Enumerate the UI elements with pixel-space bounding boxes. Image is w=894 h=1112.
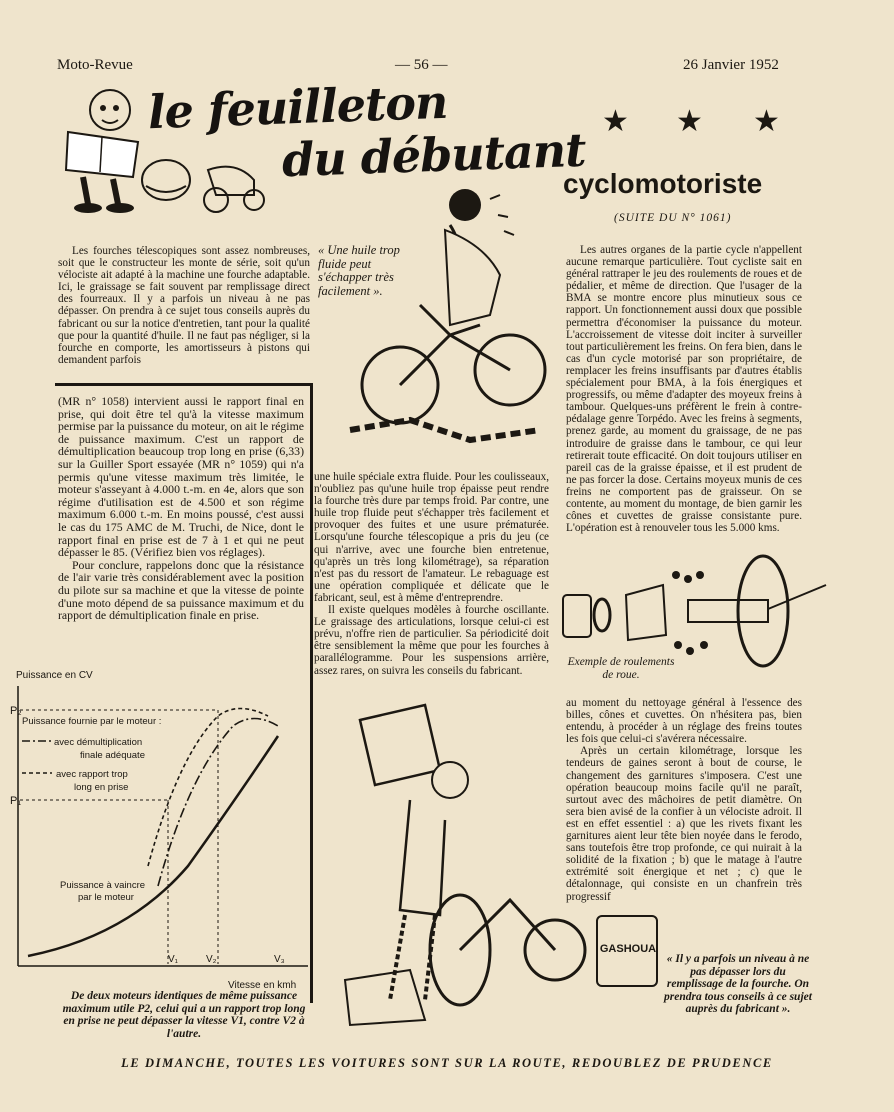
- power-speed-graph: [8, 666, 308, 996]
- long-gearing-curve: [148, 709, 268, 867]
- article-right-bottom: [566, 697, 802, 903]
- helmet-and-scooter-illustration: [136, 140, 266, 218]
- cyclist-illustration: [340, 185, 555, 460]
- feuilleton-title-line1: le feuilleton: [147, 74, 449, 140]
- legend-title: Puissance fournie par le moteur :: [22, 716, 162, 727]
- graph-caption: De deux moteurs identiques de même puissance maximum utile P2, celui qui a un rapport trop long en prise ne peut dépasser la vitesse V1, contre V2 à l'autre.: [62, 990, 306, 1040]
- feuilleton-title-line2: du débutant: [281, 122, 587, 188]
- legend-long: avec rapport trop: [56, 769, 128, 780]
- x-axis-label: Vitesse en kmh: [228, 980, 297, 991]
- paragraph: au moment du nettoyage général à l'essence des billes, cônes et cuvettes. On n'hésitera pas, bien entendu, à procéder à un réglage des freins toutes les fois que celui-ci s'avérera nécessaire.: [566, 697, 802, 746]
- article-middle: [314, 471, 549, 677]
- pull-quote-bottom: « Il y a parfois un niveau à ne pas dépasser lors du remplissage de la fourche. On prendra tous conseils à ce sujet auprès du fabricant ».: [664, 953, 812, 1016]
- magazine-name: Moto-Revue: [57, 57, 133, 73]
- y-axis-label: Puissance en CV: [16, 670, 93, 681]
- article-left-top: [58, 245, 310, 366]
- star-icon: ★: [676, 104, 703, 139]
- p1-label: P₁: [10, 795, 22, 807]
- v1-label: V₁: [168, 954, 179, 965]
- article-right-top: [566, 244, 802, 534]
- legend-adequate-cont: finale adéquate: [80, 750, 145, 761]
- footer-slogan: LE DIMANCHE, TOUTES LES VOITURES SONT SUR LA ROUTE, REDOUBLEZ DE PRUDENCE: [121, 1056, 773, 1070]
- p2-label: P₂: [10, 705, 22, 717]
- suite-reference: (SUITE DU N° 1061): [614, 212, 732, 224]
- v2-label: V₂: [206, 954, 217, 965]
- section-title: cyclomotoriste: [563, 168, 763, 199]
- legend-long-cont: long en prise: [74, 782, 129, 793]
- boxed-text: [58, 395, 304, 622]
- paragraph: (MR n° 1058) intervient aussi le rapport final en prise, qui doit être tel qu'à la vitesse maximum permise par la puissance du moteur, on ait le régime de puissance maximum. C'est un rapport de démultiplication beaucoup trop long en prise (6,33) sur la Guiller Sport essayée (MR n° 1059) qui n'a permis qu'une vitesse maximum très limitée, le moteur s'asseyant à 4.000 t.-m. en 4e, alors que son régime d'utilisation est de 4.500 et son régime maximum 6.000 t.-m. En moins poussé, c'est aussi le cas du 175 AMC de M. Truchi, de Nice, dont le rapport final en prise est de 7 à 1 et qui ne peut dépasser le 85. (Vérifiez bien vos réglages).: [58, 394, 304, 560]
- paragraph: Il existe quelques modèles à fourche oscillante. Le graissage des articulations, lorsque celui-ci est prévu, n'offre rien de particulier. Sa périodicité doit être sensiblement la même que pour les fourches à parallélogramme. Pour les suspensions arrière, assez rares, on suivra les conseils du fabricant.: [314, 604, 549, 677]
- star-icon: ★: [602, 104, 629, 139]
- resistance-label-cont: par le moteur: [78, 892, 134, 903]
- star-icon: ★: [753, 104, 780, 139]
- paragraph: Après un certain kilométrage, lorsque les tendeurs de gaines seront à bout de course, le changement des garnitures s'imposera. C'est une opération beaucoup moins facile qu'il ne paraît, surtout avec des mâchoires de petit diamètre. On sera bien avisé de la confier à un vélociste adroit. Il est en effet essentiel : a) que les rivets fixant les garnitures aient leur tête bien noyée dans le ferodo, sans toutefois être trop profonde, ce qui nuirait à la solidité de la fixation ; b) que le matage à l'autre extrémité soit énergique et net ; c) que le détalonnage, qui consiste en un chanfrein très progressif: [566, 745, 802, 903]
- paragraph: une huile spéciale extra fluide. Pour les coulisseaux, n'oubliez pas qu'une huile trop épaisse peut rendre la fourche très dure par temps froid. Par contre, une huile trop fluide peut s'échapper très facilement et provoquer des fuites et une usure prématurée. Lorsqu'une fourche télescopique a pris du jeu (ce qui n'arrive, avec une fourche bien entretenue, qu'après un très long kilométrage), sa réparation n'est pas du ressort de l'amateur. Le rebaguage est une opération compliquée et délicate que le fabricant, seul, est à même d'entreprendre.: [314, 471, 549, 604]
- pull-quote-top: « Une huile trop fluide peut s'échapper très facilement ».: [318, 243, 400, 298]
- oil-can-label: GASHOUA: [599, 943, 657, 955]
- v3-label: V₃: [274, 954, 285, 965]
- issue-date: 26 Janvier 1952: [683, 57, 779, 73]
- resistance-label: Puissance à vaincre: [60, 880, 146, 891]
- roulements-caption: Exemple de roulements de roue.: [567, 656, 675, 681]
- page-number: — 56 —: [395, 57, 448, 73]
- paragraph: Les fourches télescopiques sont assez nombreuses, soit que le constructeur les monte de série, soit qu'un vélociste ait adapté à la machine une fourche adaptable. Ici, le graissage se fait souvent par remplissage direct des fourreaux. Il y a parfois un niveau à ne pas dépasser. On prendra à ce sujet tous conseils auprès du fabricant ou sur la notice d'entretien, tant pour la qualité que pour la quantité d'huile. Il ne faut pas négliger, si la fourche en comporte, les amortisseurs à pistons qui demandent parfois: [58, 245, 310, 366]
- paragraph: Pour conclure, rappelons donc que la résistance de l'air varie très considérablement avec la position du pilote sur sa machine et que la vitesse de pointe d'une moto dépend de sa puissance maximum et du rapport de démultiplication finale en prise.: [58, 557, 304, 623]
- paragraph: Les autres organes de la partie cycle n'appellent aucune remarque particulière. Tout cycliste sait en général rattraper le jeu des roulements de roues et de pédalier, et même de direction. Que l'usager de la BMA se montre encore plus minutieux sous ce rapport. Un fonctionnement aussi doux que possible permettra d'économiser la puissance du moteur. L'accroissement de vitesse doit inciter à surveiller tout particulièrement les freins. On fera bien, dans le cas d'un cycle motorisé par son propriétaire, de remplacer les freins insuffisants par d'autres établis spécialement pour BMA, à la fois énergiques et progressifs, ou même d'adapter des moyeux freins à tambour. Quelques-uns préfèrent le frein à contre-pédalage genre Torpédo. Avec les freins à segments, prenez garde, au moment du graissage, de ne pas introduire de graisse dans le tambour, ce qui leur retirerait toute efficacité. On doit toujours utiliser en pareil cas de la graisse épaisse, et il est prudent de ne pas forcer la dose. Certains moyeux munis de ces freins ne comportent pas de graisseur. On se contente, au moment du montage, de bien garnir les cônes et cuvettes de graisse consistante pure. L'opération est à renouveler tous les 5.000 kms.: [566, 244, 802, 535]
- legend-adequate: avec démultiplication: [54, 737, 143, 748]
- oiling-mechanic-illustration: [330, 700, 590, 1030]
